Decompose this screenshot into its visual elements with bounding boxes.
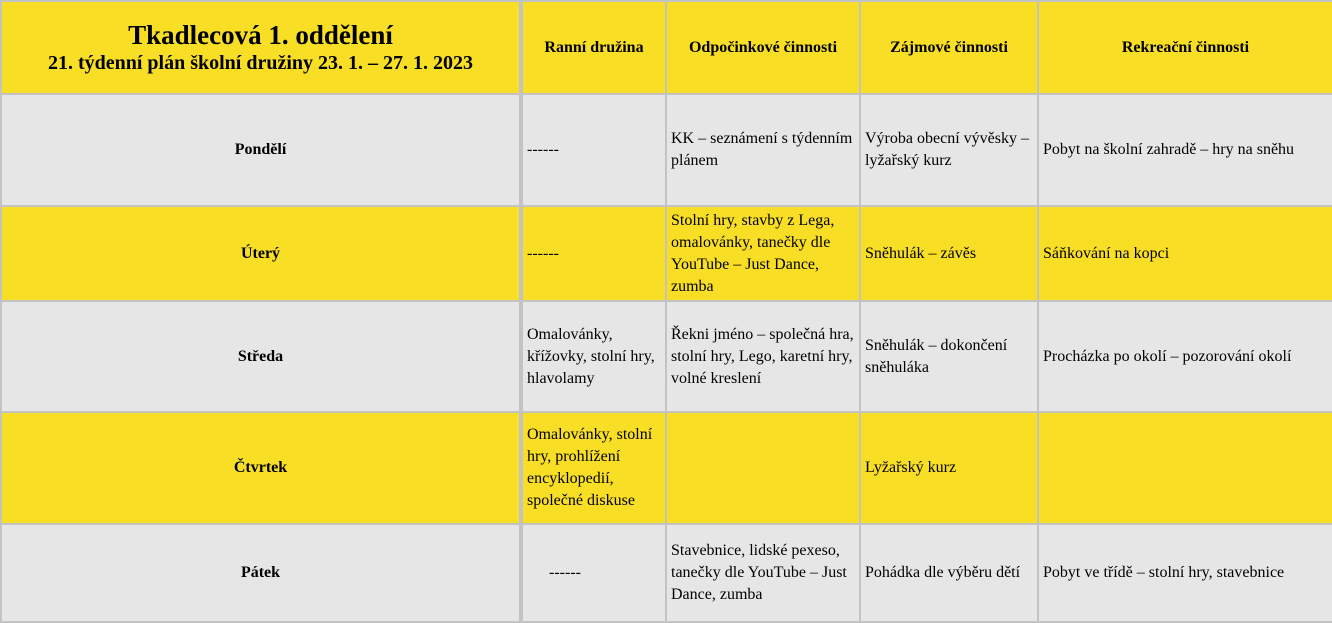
cell-rekreacni — [1038, 412, 1332, 524]
day-label: Pondělí — [1, 94, 521, 206]
table-row — [1, 301, 1332, 412]
column-header-rekreacni: Rekreační činnosti — [1038, 1, 1332, 94]
plan-title-cell — [1, 1, 521, 94]
cell-zajmove: Sněhulák – dokončení sněhuláka — [860, 301, 1038, 412]
table-row — [1, 524, 1332, 622]
day-label: Středa — [1, 301, 521, 412]
cell-zajmove: Lyžařský kurz — [860, 412, 1038, 524]
cell-rekreacni: Sáňkování na kopci — [1038, 206, 1332, 301]
day-label: Úterý — [1, 206, 521, 301]
plan-title: Tkadlecová 1. oddělení — [128, 19, 393, 50]
cell-ranni: Omalovánky, křížovky, stolní hry, hlavolamy — [521, 301, 666, 412]
cell-ranni: Omalovánky, stolní hry, prohlížení encyklopedií, společné diskuse — [521, 412, 666, 524]
day-label: Pátek — [1, 524, 521, 622]
day-label: Čtvrtek — [1, 412, 521, 524]
header-row — [1, 1, 1332, 94]
table-row — [1, 206, 1332, 301]
table-row — [1, 94, 1332, 206]
cell-odpocinkove — [666, 412, 860, 524]
column-header-odpocinkove: Odpočinkové činnosti — [666, 1, 860, 94]
cell-odpocinkove: Stavebnice, lidské pexeso, tanečky dle YouTube – Just Dance, zumba — [666, 524, 860, 622]
cell-zajmove: Výroba obecní vývěsky – lyžařský kurz — [860, 94, 1038, 206]
cell-ranni: ------ — [521, 524, 666, 622]
cell-ranni: ------ — [521, 206, 666, 301]
cell-ranni: ------ — [521, 94, 666, 206]
column-header-zajmove: Zájmové činnosti — [860, 1, 1038, 94]
cell-zajmove: Sněhulák – závěs — [860, 206, 1038, 301]
column-header-ranni: Ranní družina — [521, 1, 666, 94]
cell-odpocinkove: Stolní hry, stavby z Lega, omalovánky, tanečky dle YouTube – Just Dance, zumba — [666, 206, 860, 301]
cell-rekreacni: Pobyt ve třídě – stolní hry, stavebnice — [1038, 524, 1332, 622]
cell-rekreacni: Pobyt na školní zahradě – hry na sněhu — [1038, 94, 1332, 206]
table-row — [1, 412, 1332, 524]
cell-odpocinkove: Řekni jméno – společná hra, stolní hry, Lego, karetní hry, volné kreslení — [666, 301, 860, 412]
plan-subtitle: 21. týdenní plán školní družiny 23. 1. – 27. 1. 2023 — [47, 51, 474, 74]
cell-rekreacni: Procházka po okolí – pozorování okolí — [1038, 301, 1332, 412]
cell-odpocinkove: KK – seznámení s týdenním plánem — [666, 94, 860, 206]
cell-zajmove: Pohádka dle výběru dětí — [860, 524, 1038, 622]
